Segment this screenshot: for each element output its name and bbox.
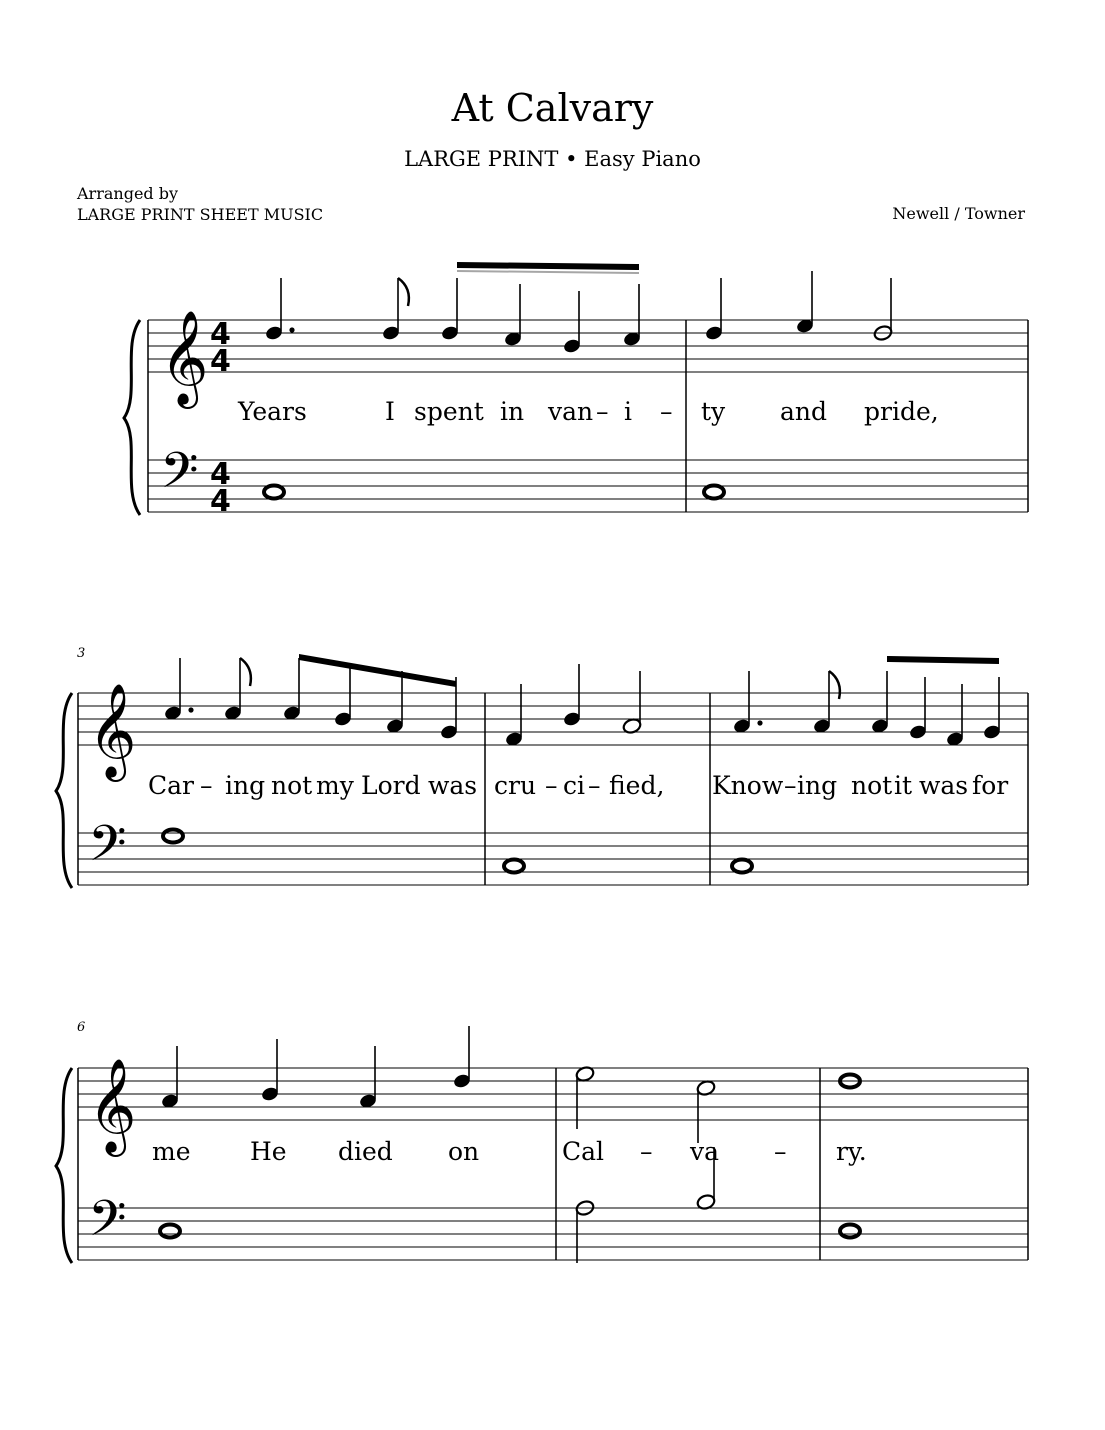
svg-text:–: –: [640, 1137, 653, 1166]
svg-text:–: –: [588, 771, 601, 800]
treble-staff: [78, 693, 1028, 745]
svg-text:ci: ci: [563, 771, 585, 800]
treble-notes-m1: [264, 262, 641, 354]
svg-text:for: for: [972, 771, 1009, 800]
grand-staff-brace: [56, 693, 72, 888]
song-title: At Calvary: [451, 86, 654, 130]
svg-text:fied,: fied,: [609, 771, 665, 800]
svg-text:–: –: [774, 1137, 787, 1166]
treble-clef-icon: 𝄞: [88, 683, 137, 778]
treble-staff: [148, 320, 1028, 372]
svg-text:and: and: [780, 397, 828, 426]
treble-staff: [78, 1068, 1028, 1120]
svg-text:4: 4: [210, 317, 231, 352]
svg-text:in: in: [500, 397, 525, 426]
svg-text:I: I: [385, 397, 395, 426]
time-signature-bass: [210, 457, 231, 519]
svg-text:Cal: Cal: [562, 1137, 605, 1166]
arranger-name: LARGE PRINT SHEET MUSIC: [77, 205, 324, 224]
bass-staff: [78, 833, 1028, 885]
svg-text:4: 4: [210, 344, 231, 379]
svg-text:not: not: [851, 771, 893, 800]
svg-text:–: –: [545, 771, 558, 800]
svg-text:was: was: [919, 771, 969, 800]
svg-text:my: my: [316, 771, 354, 800]
system-1: [124, 262, 1028, 519]
system-2: [56, 646, 1028, 888]
svg-text:i: i: [624, 397, 632, 426]
svg-text:me: me: [152, 1137, 191, 1166]
composer-credit: Newell / Towner: [892, 204, 1025, 223]
svg-text:–: –: [660, 397, 673, 426]
barlines: [78, 1068, 1028, 1260]
grand-staff-brace: [124, 320, 140, 515]
treble-clef-icon: 𝄞: [88, 1058, 137, 1153]
system-3: [56, 1020, 1028, 1263]
svg-text:cru: cru: [494, 771, 537, 800]
svg-text:ing: ing: [225, 771, 266, 800]
svg-text:van: van: [548, 397, 594, 426]
bass-clef-icon: 𝄢: [88, 815, 127, 885]
svg-text:–: –: [784, 771, 797, 800]
svg-text:4: 4: [210, 457, 231, 492]
svg-text:Lord: Lord: [361, 771, 421, 800]
lyrics-line-1: [237, 397, 939, 426]
treble-notes-m5: [732, 656, 1001, 747]
svg-text:ry.: ry.: [836, 1137, 867, 1166]
treble-notes-m3: [163, 654, 458, 740]
treble-notes-m2: [704, 271, 893, 342]
svg-text:ty: ty: [701, 397, 726, 426]
treble-notes-m7: [575, 1065, 716, 1143]
bass-staff: [78, 1208, 1028, 1260]
time-signature-treble: [210, 317, 231, 379]
svg-text:4: 4: [210, 484, 231, 519]
bass-clef-icon: 𝄢: [160, 442, 199, 512]
measure-number: 3: [77, 646, 86, 661]
bass-clef-icon: 𝄢: [88, 1190, 127, 1260]
svg-text:Know: Know: [712, 771, 784, 800]
grand-staff-brace: [56, 1068, 72, 1263]
svg-text:–: –: [596, 397, 609, 426]
svg-text:spent: spent: [414, 397, 484, 426]
svg-text:it: it: [894, 771, 913, 800]
song-subtitle: LARGE PRINT • Easy Piano: [404, 147, 701, 171]
svg-text:Years: Years: [238, 397, 307, 426]
svg-text:was: was: [428, 771, 478, 800]
svg-text:on: on: [448, 1137, 480, 1166]
treble-clef-icon: 𝄞: [160, 310, 209, 405]
lyrics-line-3: [152, 1137, 867, 1166]
svg-text:va: va: [690, 1137, 720, 1166]
svg-text:Car: Car: [148, 771, 194, 800]
svg-text:He: He: [250, 1137, 287, 1166]
lyrics-line-2: [148, 771, 1008, 800]
svg-text:ing: ing: [797, 771, 838, 800]
svg-text:died: died: [338, 1137, 393, 1166]
svg-text:–: –: [200, 771, 213, 800]
bass-notes: [163, 830, 752, 873]
measure-number: 6: [77, 1020, 86, 1035]
svg-text:not: not: [271, 771, 313, 800]
arranger-label: Arranged by: [77, 184, 179, 203]
bass-notes: [264, 486, 724, 499]
svg-text:pride,: pride,: [864, 397, 939, 426]
